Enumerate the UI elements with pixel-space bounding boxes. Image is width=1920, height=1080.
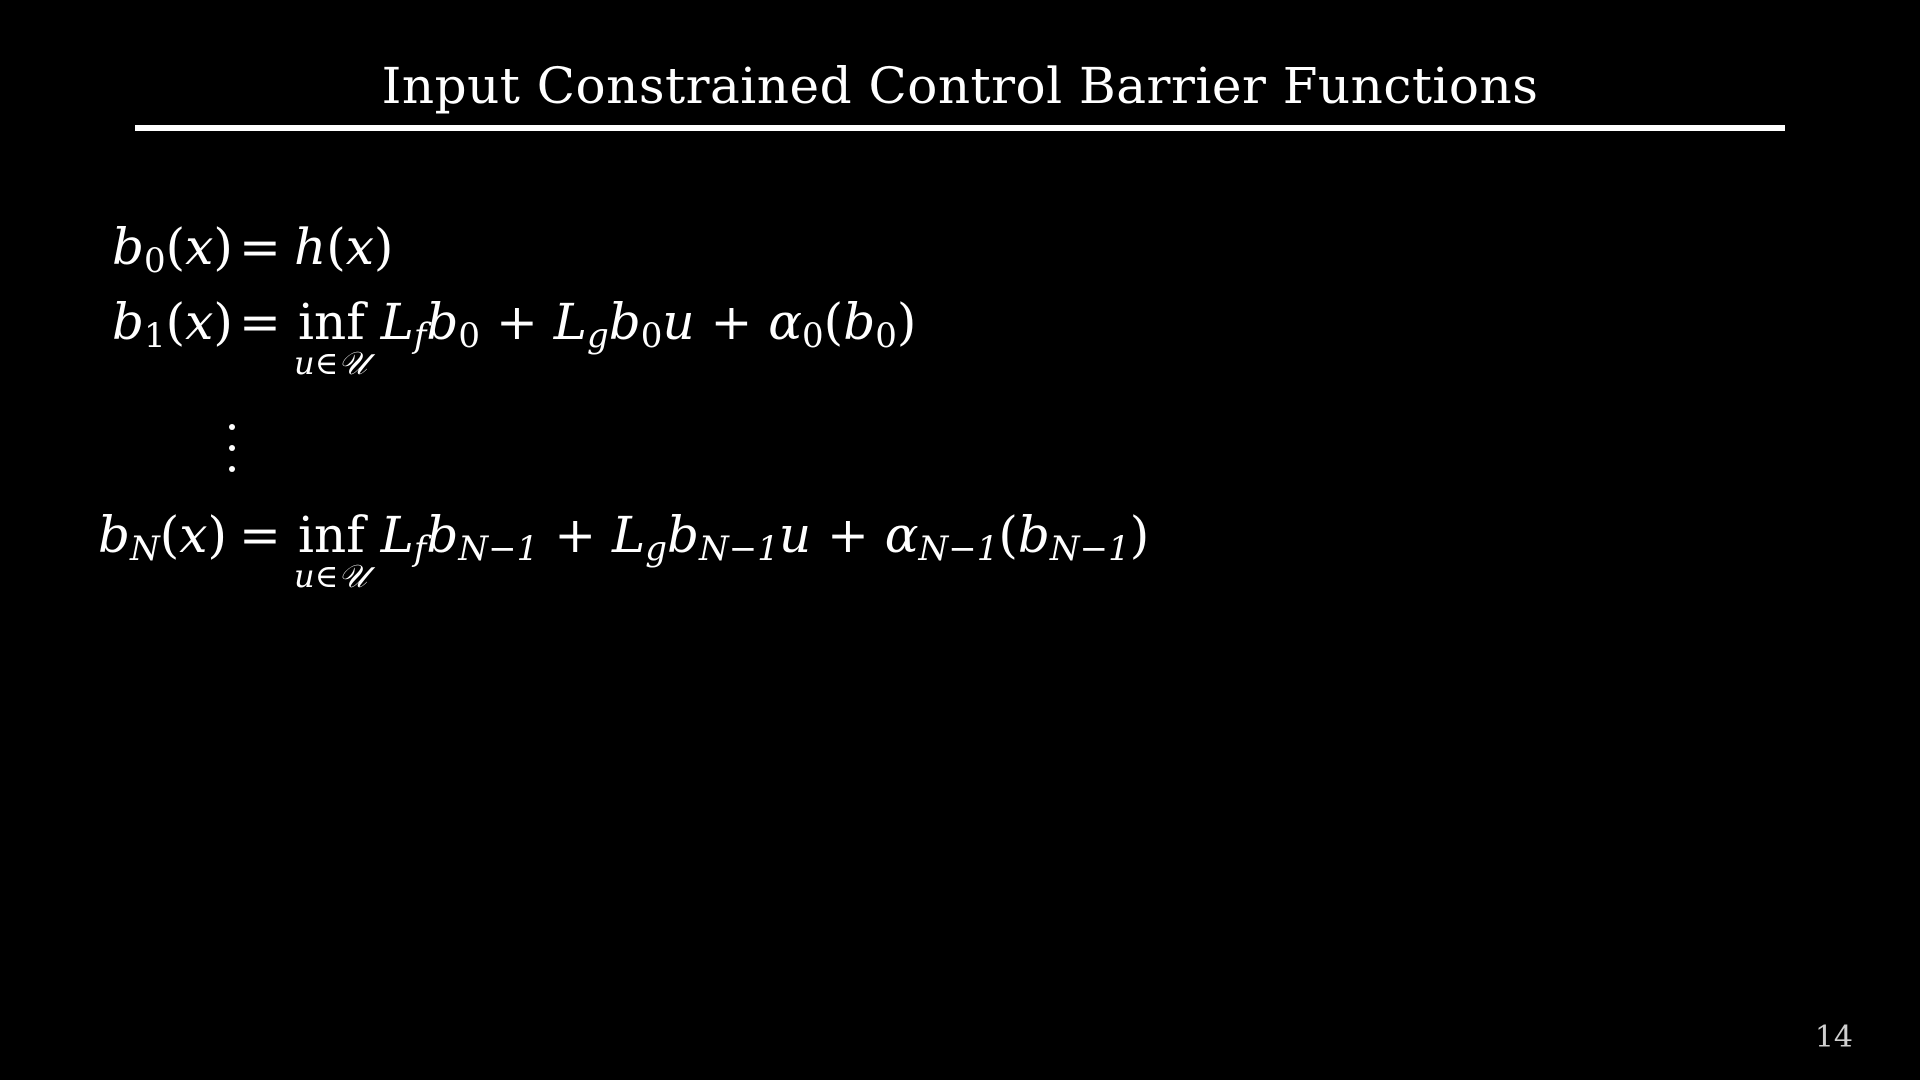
equation-1-rhs: h(x): [294, 218, 394, 276]
equation-1-lhs: $b_0(x)$: [112, 218, 233, 281]
inf-operator: inf u∈𝒰: [294, 293, 368, 382]
equation-2-rhs: inf u∈𝒰 $L_fb_0 + L_gb_0u + \alpha_0(b_0)$: [294, 293, 917, 382]
slide-title: Input Constrained Control Barrier Functions: [381, 57, 1539, 115]
equation-n-relation: =: [239, 506, 281, 564]
vertical-ellipsis: [226, 424, 238, 476]
equation-2-relation: =: [239, 293, 281, 351]
equation-1-relation: =: [239, 218, 281, 276]
inf-subscript: u∈𝒰: [294, 557, 368, 595]
title-rule: [135, 125, 1785, 131]
equation-2-lhs: $b_1(x)$: [112, 293, 233, 356]
inf-operator: inf u∈𝒰: [294, 506, 368, 595]
equation-n-rhs: inf u∈𝒰 $L_fb_{N-1} + L_gb_{N-1}u + \alpha_{N-1}(b_{N-1})$: [294, 506, 1150, 595]
inf-subscript: u∈𝒰: [294, 344, 368, 382]
page-number: 14: [1814, 1020, 1853, 1055]
equation-n-lhs: $b_N(x)$: [98, 506, 227, 569]
